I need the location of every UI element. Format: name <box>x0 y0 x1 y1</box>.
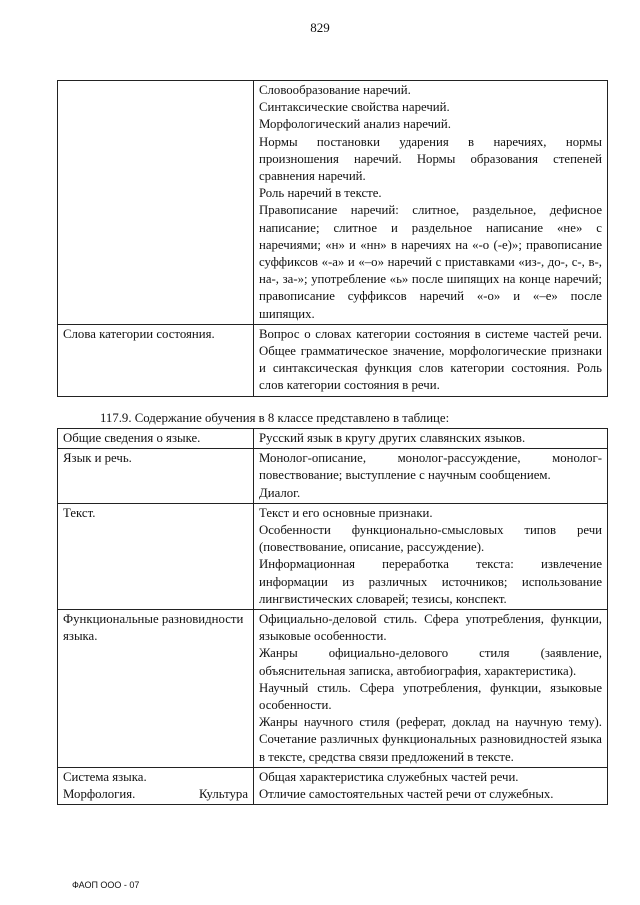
table-cell-content <box>254 767 608 804</box>
table-row <box>58 503 608 609</box>
content-paragraph: Текст и его основные признаки. <box>259 505 433 520</box>
table-cell-topic: Язык и речь. <box>58 449 254 504</box>
table-row <box>58 81 608 325</box>
table-cell-topic: Функциональные разновидности языка. <box>58 610 254 768</box>
table-cell-topic: Слова категории состояния. <box>58 324 254 396</box>
table-cell-topic <box>58 81 254 325</box>
content-paragraph: Нормы постановки ударения в наречиях, нормы произношения наречий. Нормы образования степеней сравнения наречий. <box>259 134 602 184</box>
table-row <box>58 767 608 804</box>
content-paragraph: Словообразование наречий. <box>259 83 411 97</box>
topic-line <box>63 786 248 803</box>
table-cell-content <box>254 503 608 609</box>
table-cell-content: Вопрос о словах категории состояния в системе частей речи. Общее грамматическое значение, морфологические признаки и синтаксическая функция слов категории состояния. Роль слов категории состояния в речи. <box>254 324 608 396</box>
content-paragraph: Особенности функционально-смысловых типов речи (повествование, описание, рассуждение). <box>259 523 602 555</box>
content-table-grade-8 <box>57 428 608 805</box>
table-cell-topic: Общие сведения о языке. <box>58 429 254 449</box>
content-paragraph: Информационная переработка текста: извлечение информации из различных источников; использование лингвистических словарей; тезисы, конспект. <box>259 557 602 606</box>
content-paragraph: Синтаксические свойства наречий. <box>259 100 450 115</box>
table-row <box>58 610 608 768</box>
page-number: 829 <box>310 20 330 35</box>
table-cell-topic: Текст. <box>58 503 254 609</box>
content-paragraph: Официально-деловой стиль. Сфера употребления, функции, языковые особенности. <box>259 612 602 644</box>
table-row <box>58 449 608 504</box>
topic-word: Морфология. <box>63 787 136 802</box>
content-paragraph: Научный стиль. Сфера употребления, функции, языковые особенности. <box>259 680 602 713</box>
topic-word: Культура <box>198 787 248 802</box>
content-paragraph: Общая характеристика служебных частей речи. <box>259 769 519 784</box>
content-paragraph: Правописание наречий: слитное, раздельное, дефисное написание; слитное и раздельное написание «не» с наречиями; «н» и «нн» в наречиях на «-о (-е)»; правописание суффиксов «-а» и «–о» наречий с приставками «из-, до-, с-, в-, на-, за-»; употребление «ь» после шипящих на конце наречий; правописание суффиксов наречий «-о» и «–е» после шипящих. <box>259 203 602 321</box>
content-paragraph: Жанры официально-делового стиля (заявление, объяснительная записка, автобиография, характеристика). <box>259 646 602 678</box>
content-paragraph: Отличие самостоятельных частей речи от служебных. <box>259 787 554 802</box>
content-paragraph: Жанры научного стиля (реферат, доклад на научную тему). Сочетание различных функциональных разновидностей языка в тексте, средства связи предложений в тексте. <box>259 715 602 764</box>
content-table-continued <box>57 80 608 397</box>
content-paragraph: Монолог-описание, монолог-рассуждение, монолог-повествование; выступление с научным сообщением. <box>259 451 602 483</box>
table-row <box>58 429 608 449</box>
topic-line: Система языка. <box>63 769 147 784</box>
table-cell-content <box>254 610 608 768</box>
content-paragraph: Морфологический анализ наречий. <box>259 117 451 132</box>
section-heading: 117.9. Содержание обучения в 8 классе представлено в таблице: <box>100 411 450 425</box>
table-cell-content <box>254 81 608 325</box>
content-paragraph: Русский язык в кругу других славянских языков. <box>259 431 526 445</box>
table-cell-content <box>254 449 608 504</box>
content-paragraph: Диалог. <box>259 485 301 500</box>
table-cell-topic <box>58 767 254 804</box>
table-cell-content <box>254 429 608 449</box>
table-row <box>58 324 608 396</box>
content-paragraph: Роль наречий в тексте. <box>259 186 382 201</box>
footer-label: ФАОП ООО - 07 <box>72 880 140 890</box>
